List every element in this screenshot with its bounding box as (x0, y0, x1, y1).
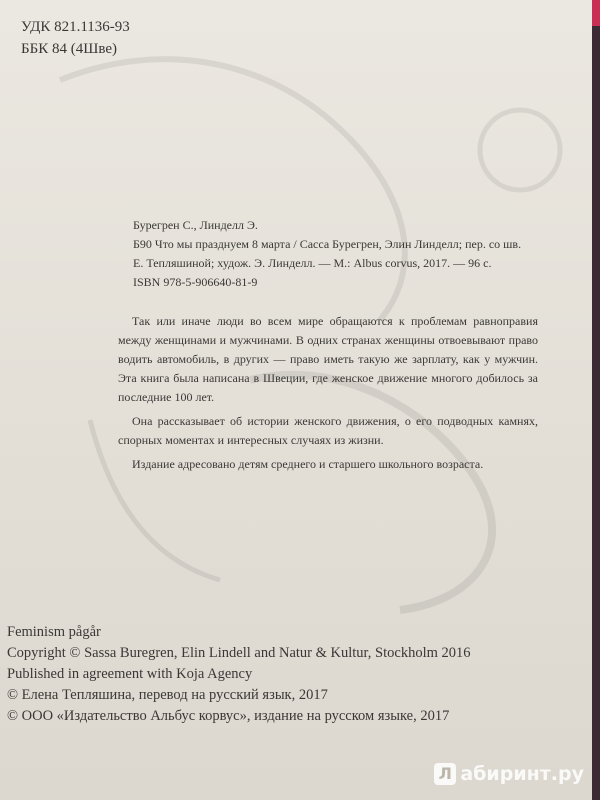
labirint-logo-icon: Л (434, 763, 456, 785)
bbk-code: ББК 84 (4Шве) (21, 41, 118, 57)
abstract-paragraph-1: Так или иначе люди во всем мире обращаются к проблемам равноправия между женщинами и мужчинами. В одних странах женщины отвоевывают право водить автомобиль, в других — право иметь такую же зарплату, как у мужчин. Эта книга была написана в Швеции, где женское движение многого добилось за последние 100 лет. (118, 314, 538, 404)
isbn: ISBN 978-5-906640-81-9 (133, 275, 258, 289)
copyright-block (7, 622, 471, 727)
book-cover-edge (592, 0, 600, 800)
copyright-line-1: Copyright © Sassa Buregren, Elin Lindell and Natur & Kultur, Stockholm 2016 (7, 645, 471, 661)
copyright-line-2: Published in agreement with Koja Agency (7, 666, 253, 682)
classification-codes (21, 16, 130, 60)
original-title: Feminism pågår (7, 624, 101, 640)
abstract-paragraph-2: Она рассказывает об истории женского движения, о его подводных камнях, спорных моментах и интересных случаях из жизни. (118, 414, 538, 447)
author-heading: Бурегрен С., Линделл Э. (133, 218, 258, 232)
description-line-2: Е. Тепляшиной; худож. Э. Линделл. — М.: Albus corvus, 2017. — 96 с. (133, 256, 492, 270)
copyright-line-4: © ООО «Издательство Альбус корвус», издание на русском языке, 2017 (7, 708, 450, 724)
bibliographic-record (133, 216, 553, 292)
udk-code: УДК 821.1136-93 (21, 19, 130, 35)
abstract (118, 312, 538, 479)
bookmark-ribbon (592, 0, 600, 26)
abstract-paragraph-3: Издание адресовано детям среднего и старшего школьного возраста. (132, 457, 484, 471)
description-line-1: Б90 Что мы празднуем 8 марта / Сасса Бурегрен, Элин Линделл; пер. со шв. (133, 237, 522, 251)
site-watermark (434, 763, 584, 785)
copyright-line-3: © Елена Тепляшина, перевод на русский язык, 2017 (7, 687, 328, 703)
watermark-text: абиринт.ру (460, 763, 584, 785)
